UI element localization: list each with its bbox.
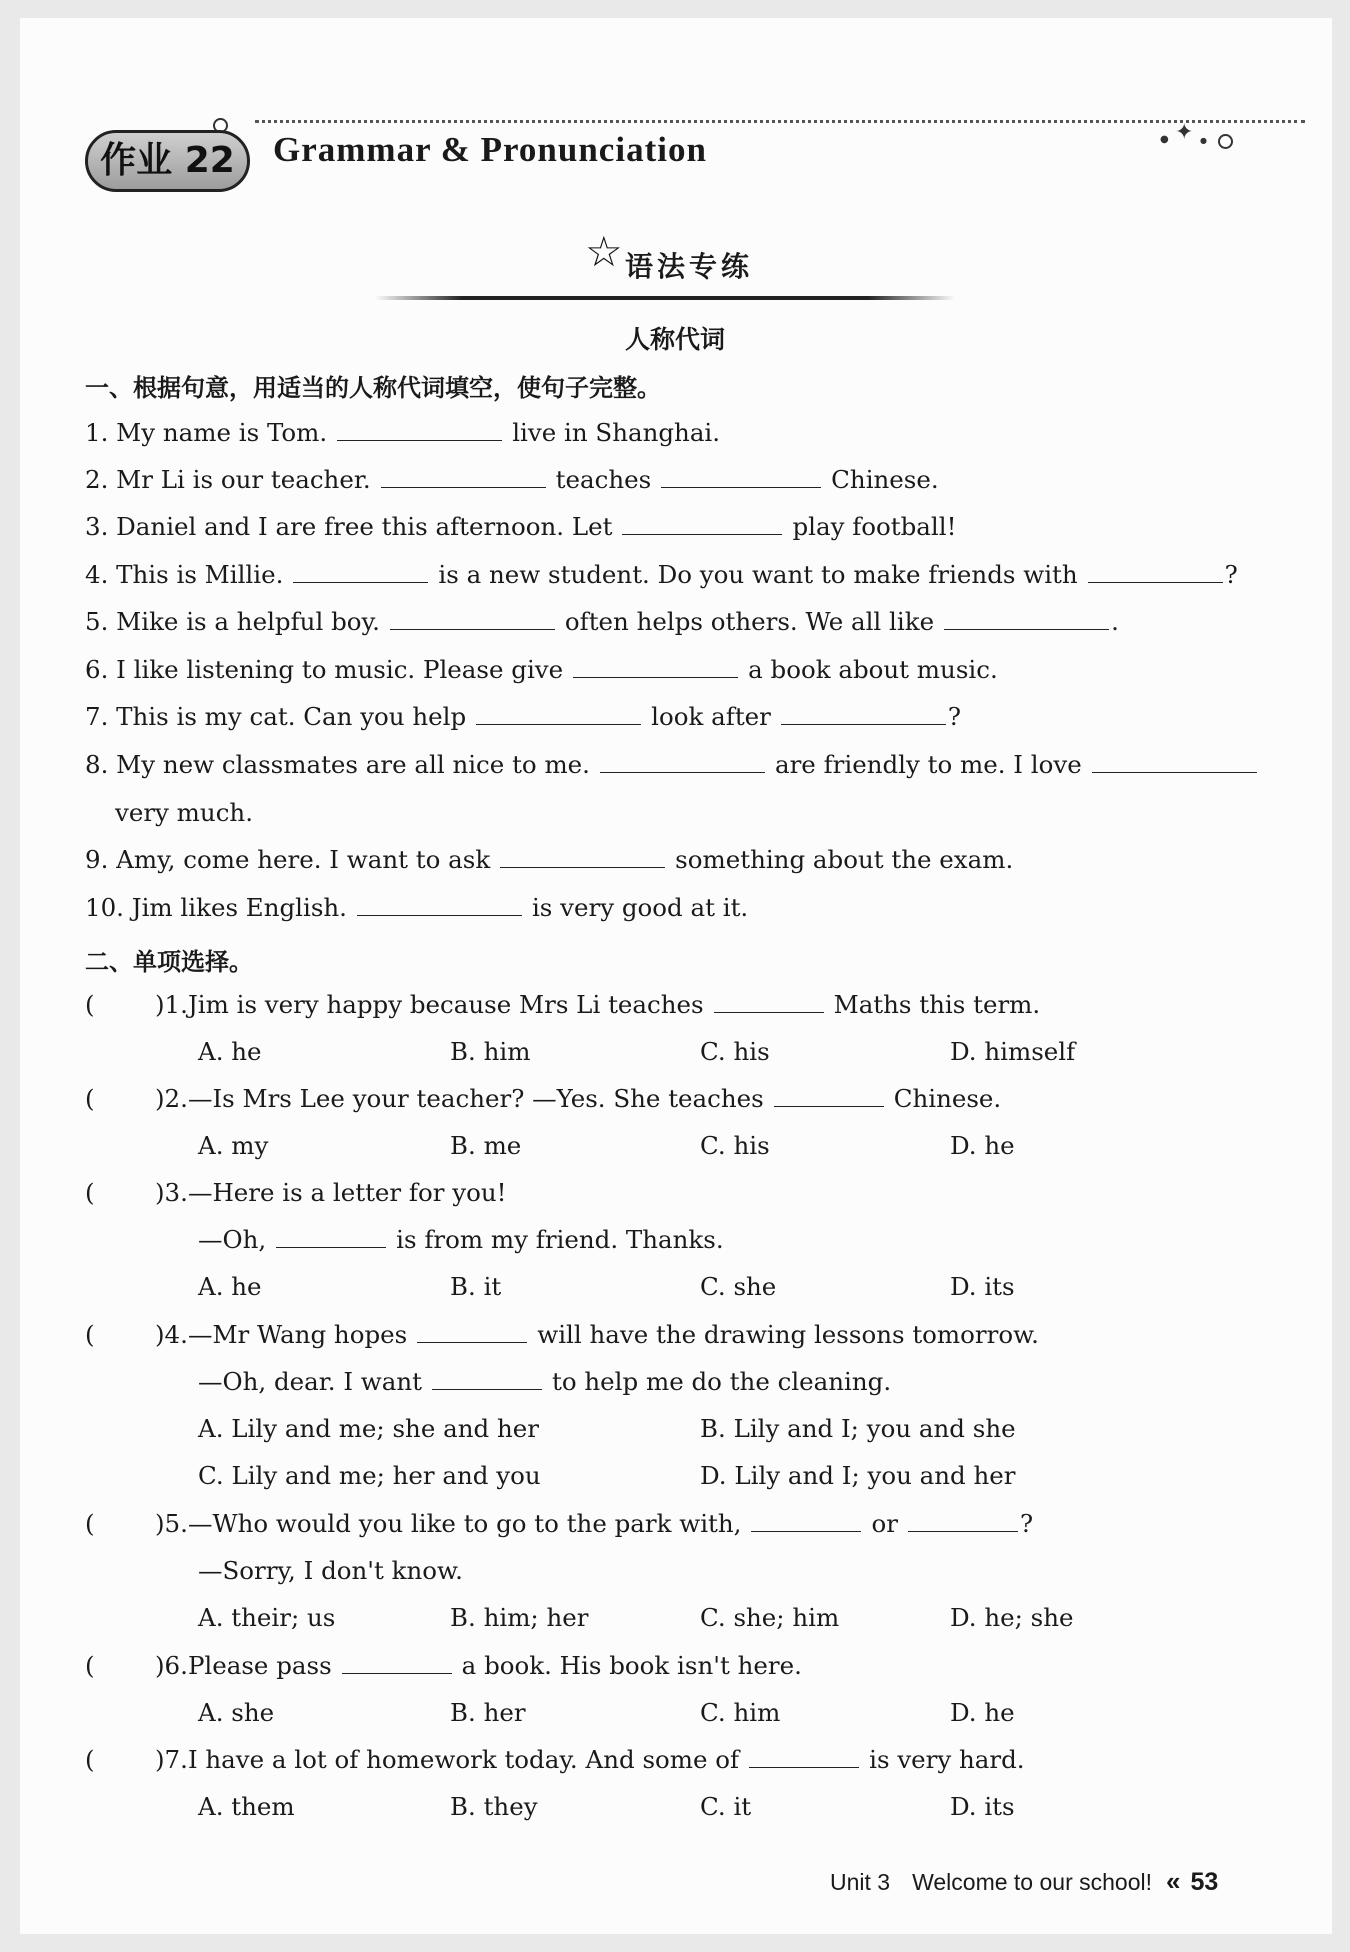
footer-unit: Unit 3: [830, 1869, 891, 1895]
star-icon: ☆: [584, 227, 627, 276]
option-a[interactable]: A. he: [198, 1037, 262, 1066]
fill-item: 1. My name is Tom. live in Shanghai.: [85, 418, 721, 447]
option-b[interactable]: B. me: [450, 1131, 522, 1160]
answer-blank[interactable]: [749, 1745, 859, 1768]
option-a[interactable]: A. their; us: [198, 1603, 336, 1632]
page-number: 53: [1190, 1868, 1219, 1896]
fill-item: 10. Jim likes English. is very good at it.: [85, 893, 749, 922]
option-b[interactable]: B. it: [450, 1272, 502, 1301]
answer-blank[interactable]: [293, 560, 428, 583]
option-a[interactable]: A. my: [198, 1131, 269, 1160]
mc-question-line: —Oh, is from my friend. Thanks.: [198, 1225, 724, 1254]
answer-blank[interactable]: [600, 750, 765, 773]
option-c[interactable]: C. she; him: [700, 1603, 840, 1632]
mc-question: ( )4.—Mr Wang hopes will have the drawing lessons tomorrow.: [85, 1320, 1039, 1349]
option-c[interactable]: C. she: [700, 1272, 777, 1301]
answer-blank[interactable]: [1088, 560, 1223, 583]
option-d[interactable]: D. he: [950, 1698, 1015, 1727]
answer-blank[interactable]: [500, 845, 665, 868]
answer-paren[interactable]: (: [85, 1084, 95, 1113]
option-c[interactable]: C. Lily and me; her and you: [198, 1461, 541, 1490]
option-d[interactable]: D. he; she: [950, 1603, 1074, 1632]
part1-instruction: 一、根据句意，用适当的人称代词填空，使句子完整。: [85, 374, 661, 402]
option-b[interactable]: B. Lily and I; you and she: [700, 1414, 1016, 1443]
answer-blank[interactable]: [661, 465, 821, 488]
answer-blank[interactable]: [337, 418, 502, 441]
option-a[interactable]: A. Lily and me; she and her: [198, 1414, 539, 1443]
answer-blank[interactable]: [751, 1509, 861, 1532]
option-a[interactable]: A. she: [198, 1698, 275, 1727]
mc-question: ( )6.Please pass a book. His book isn't here.: [85, 1651, 802, 1680]
answer-blank[interactable]: [381, 465, 546, 488]
section-heading: [0, 227, 1350, 285]
answer-blank[interactable]: [622, 512, 782, 535]
mc-question: ( )1.Jim is very happy because Mrs Li teaches Maths this term.: [85, 990, 1041, 1019]
sparkle-icon: ✦: [1175, 120, 1194, 145]
answer-blank[interactable]: [417, 1320, 527, 1343]
option-d[interactable]: D. he: [950, 1131, 1015, 1160]
option-c[interactable]: C. his: [700, 1131, 770, 1160]
fill-item: 4. This is Millie. is a new student. Do you want to make friends with ?: [85, 560, 1238, 589]
fill-item: 2. Mr Li is our teacher. teaches Chinese.: [85, 465, 939, 494]
option-d[interactable]: D. Lily and I; you and her: [700, 1461, 1016, 1490]
option-b[interactable]: B. him: [450, 1037, 531, 1066]
page-footer: [830, 1866, 1218, 1897]
answer-blank[interactable]: [781, 702, 946, 725]
fill-item: 5. Mike is a helpful boy. often helps others. We all like .: [85, 607, 1119, 636]
section-rule: [375, 296, 955, 300]
answer-blank[interactable]: [432, 1367, 542, 1390]
fill-item-continuation: very much.: [115, 798, 253, 827]
answer-paren[interactable]: (: [85, 1178, 95, 1207]
lesson-title: Grammar & Pronunciation: [273, 130, 707, 169]
answer-blank[interactable]: [357, 893, 522, 916]
option-c[interactable]: C. him: [700, 1698, 781, 1727]
answer-paren[interactable]: (: [85, 1745, 95, 1774]
answer-blank[interactable]: [390, 607, 555, 630]
ring-ornament: [1218, 134, 1233, 149]
option-d[interactable]: D. its: [950, 1272, 1015, 1301]
answer-paren[interactable]: (: [85, 1651, 95, 1680]
fill-item: 8. My new classmates are all nice to me. are friendly to me. I love: [85, 750, 1267, 779]
dot-icon: ●: [1200, 136, 1207, 145]
fill-item: 9. Amy, come here. I want to ask something about the exam.: [85, 845, 1014, 874]
option-b[interactable]: B. him; her: [450, 1603, 589, 1632]
option-c[interactable]: C. it: [700, 1792, 752, 1821]
section-title: 语法专练: [624, 250, 753, 283]
answer-blank[interactable]: [774, 1084, 884, 1107]
mc-question-line: —Sorry, I don't know.: [198, 1556, 463, 1585]
lesson-header: [85, 120, 1235, 200]
answer-blank[interactable]: [276, 1225, 386, 1248]
answer-paren[interactable]: (: [85, 990, 95, 1019]
option-b[interactable]: B. her: [450, 1698, 526, 1727]
footer-title: Welcome to our school!: [912, 1869, 1152, 1895]
mc-question: ( )7.I have a lot of homework today. And some of is very hard.: [85, 1745, 1025, 1774]
answer-blank[interactable]: [714, 990, 824, 1013]
option-d[interactable]: D. its: [950, 1792, 1015, 1821]
fill-item: 3. Daniel and I are free this afternoon. Let play football!: [85, 512, 957, 541]
fill-item: 6. I like listening to music. Please give a book about music.: [85, 655, 998, 684]
answer-blank[interactable]: [908, 1509, 1018, 1532]
answer-blank[interactable]: [944, 607, 1109, 630]
double-chevron-left-icon: «: [1166, 1866, 1181, 1896]
answer-blank[interactable]: [342, 1651, 452, 1674]
option-c[interactable]: C. his: [700, 1037, 770, 1066]
option-a[interactable]: A. them: [198, 1792, 295, 1821]
answer-paren[interactable]: (: [85, 1320, 95, 1349]
mc-question: ( )2.—Is Mrs Lee your teacher? —Yes. She teaches Chinese.: [85, 1084, 1002, 1113]
mc-question: ( )5.—Who would you like to go to the park with, or ?: [85, 1509, 1034, 1538]
option-a[interactable]: A. he: [198, 1272, 262, 1301]
lesson-badge: 作业 22: [85, 130, 250, 192]
part2-instruction: 二、单项选择。: [85, 948, 253, 976]
answer-paren[interactable]: (: [85, 1509, 95, 1538]
option-d[interactable]: D. himself: [950, 1037, 1076, 1066]
fill-item: 7. This is my cat. Can you help look after ?: [85, 702, 962, 731]
mc-question-line: —Oh, dear. I want to help me do the cleaning.: [198, 1367, 892, 1396]
section-subtitle: 人称代词: [624, 325, 725, 354]
dot-icon: ●: [1160, 134, 1169, 145]
mc-question: ( )3.—Here is a letter for you!: [85, 1178, 507, 1207]
answer-blank[interactable]: [573, 655, 738, 678]
answer-blank[interactable]: [1092, 750, 1257, 773]
answer-blank[interactable]: [476, 702, 641, 725]
option-b[interactable]: B. they: [450, 1792, 538, 1821]
